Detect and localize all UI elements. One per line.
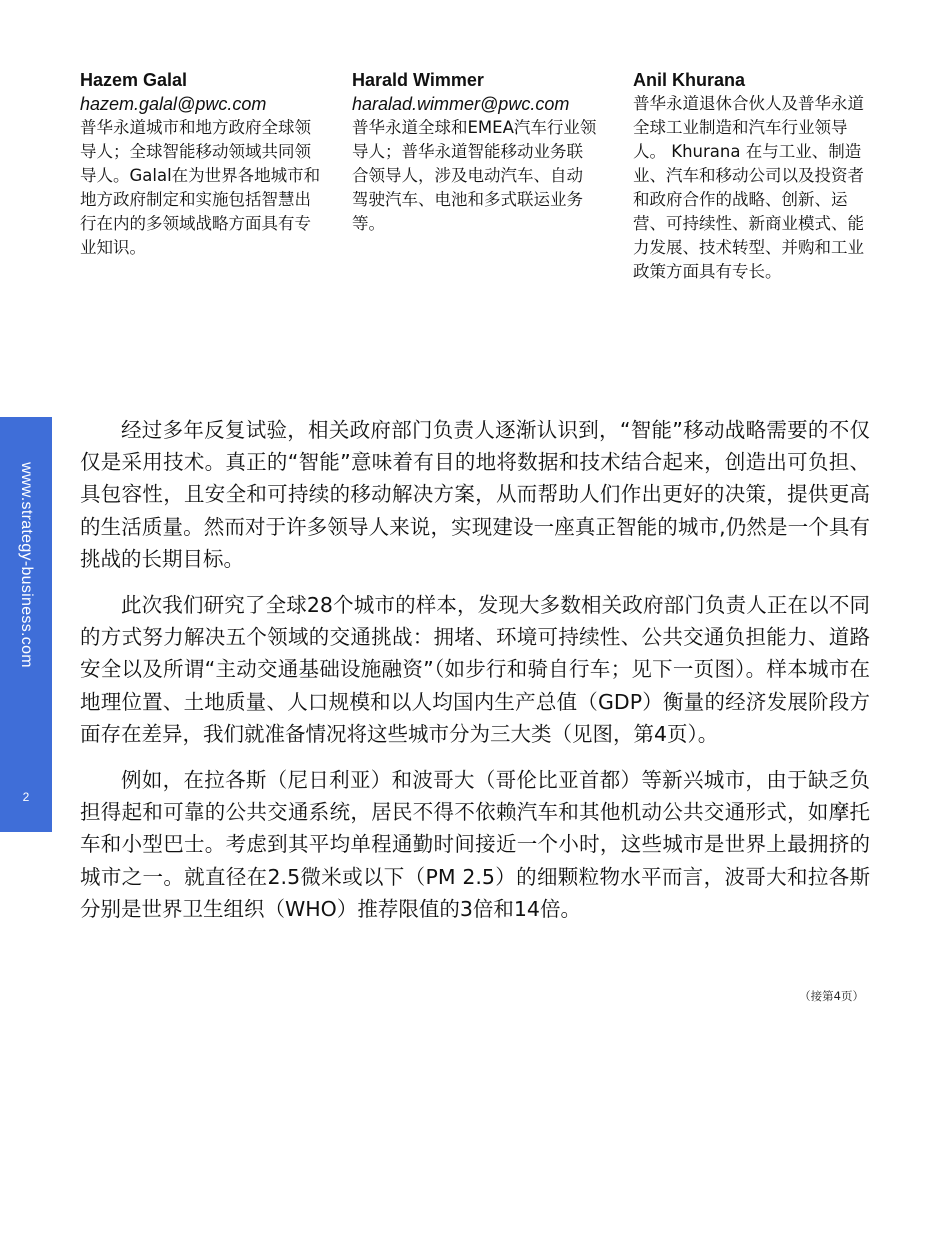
- article-body: [80, 414, 870, 939]
- sidebar-url-text[interactable]: www.strategy-business.com: [18, 462, 35, 668]
- author-email[interactable]: haralad.wimmer@pwc.com: [352, 94, 570, 114]
- body-paragraph: 例如，在拉各斯（尼日利亚）和波哥大（哥伦比亚首都）等新兴城市，由于缺乏负担得起和可靠的公共交通系统，居民不得不依赖汽车和其他机动公共交通形式，如摩托车和小型巴士。考虑到其平均单程通勤时间接近一个小时，这些城市是世界上最拥挤的城市之一。就直径在2.5微米或以下（PM 2.5）的细颗粒物水平而言，波哥大和拉各斯分别是世界卫生组织（WHO）推荐限值的3倍和14倍。: [80, 768, 870, 921]
- author-bio: 普华永道退休合伙人及普华永道全球工业制造和汽车行业领导人。 Khurana 在与工业、制造业、汽车和移动公司以及投资者和政府合作的战略、创新、运营、可持续性、新商业模式、能力发展、技术转型、并购和工业政策方面具有专长。: [633, 94, 864, 281]
- author-bio: 普华永道城市和地方政府全球领导人；全球智能移动领域共同领导人。Galal在为世界各地城市和地方政府制定和实施包括智慧出行在内的多领域战略方面具有专业知识。: [80, 118, 321, 257]
- body-paragraph: 此次我们研究了全球28个城市的样本，发现大多数相关政府部门负责人正在以不同的方式努力解决五个领域的交通挑战：拥堵、环境可持续性、公共交通负担能力、道路安全以及所谓“主动交通基础设施融资”（如步行和骑自行车；见下一页图）。样本城市在地理位置、土地质量、人口规模和以人均国内生产总值（GDP）衡量的经济发展阶段方面存在差异，我们就准备情况将这些城市分为三大类（见图，第4页）。: [80, 593, 870, 746]
- author-name: Anil Khurana: [633, 70, 746, 90]
- author-name: Hazem Galal: [80, 70, 188, 90]
- body-paragraph: 经过多年反复试验，相关政府部门负责人逐渐认识到，“智能”移动战略需要的不仅仅是采用技术。真正的“智能”意味着有目的地将数据和技术结合起来，创造出可负担、具包容性，且安全和可持续的移动解决方案，从而帮助人们作出更好的决策，提供更高的生活质量。然而对于许多领导人来说，实现建设一座真正智能的城市,仍然是一个具有挑战的长期目标。: [80, 418, 870, 571]
- author-bios: [80, 68, 880, 318]
- author-card-anil-khurana: [633, 68, 878, 284]
- page-number: 2: [22, 790, 30, 804]
- author-name: Harald Wimmer: [352, 70, 484, 90]
- author-bio: 普华永道全球和EMEA汽车行业领导人；普华永道智能移动业务联合领导人，涉及电动汽车、自动驾驶汽车、电池和多式联运业务等。: [352, 118, 597, 233]
- author-email[interactable]: hazem.galal@pwc.com: [80, 94, 267, 114]
- author-card-hazem-galal: [80, 68, 325, 260]
- continued-note: （接第4页）: [799, 989, 864, 1003]
- author-card-harald-wimmer: [352, 68, 597, 236]
